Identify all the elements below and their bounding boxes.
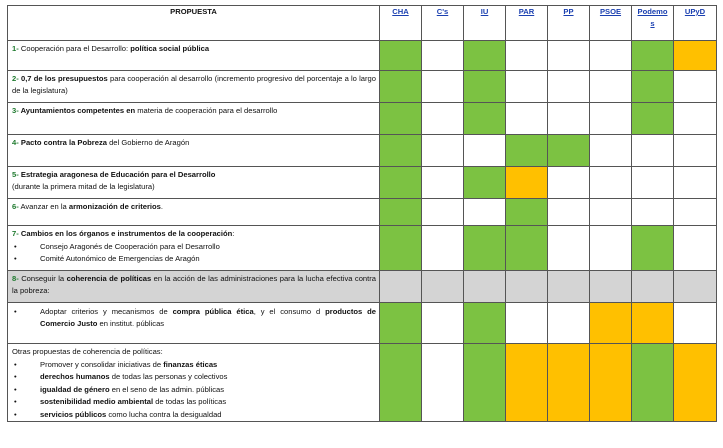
header-propuesta: PROPUESTA [8, 6, 380, 41]
support-cell-pp [548, 167, 590, 199]
support-cell-upyd [674, 344, 717, 422]
support-cell-cha [380, 344, 422, 422]
table-row [8, 135, 717, 167]
support-cell-par [506, 167, 548, 199]
support-cell-iu [464, 71, 506, 103]
support-cell-pp [548, 71, 590, 103]
bullet-item [12, 253, 376, 265]
bullet-item [12, 241, 376, 253]
support-cell-iu [464, 41, 506, 71]
support-cell-pp [548, 344, 590, 422]
support-cell-podemos [632, 71, 674, 103]
support-cell-podemos [632, 167, 674, 199]
table-row [8, 271, 717, 303]
support-cell-pp [548, 135, 590, 167]
bullet-text: servicios públicos [40, 409, 107, 419]
support-cell-podemos [632, 344, 674, 422]
support-cell-psoe [590, 41, 632, 71]
support-cell-cha [380, 226, 422, 271]
bullet-text: , y el consumo d [253, 307, 326, 316]
support-cell-cs [422, 103, 464, 135]
support-cell-podemos [632, 271, 674, 303]
bullet-text: Consejo Aragonés de Cooperación para el Desarrollo [40, 241, 220, 251]
support-cell-iu [464, 344, 506, 422]
support-cell-psoe [590, 71, 632, 103]
support-cell-upyd [674, 199, 717, 226]
proposal-number: 3- [12, 106, 19, 115]
table-row [8, 303, 717, 344]
support-cell-cs [422, 41, 464, 71]
proposal-text: para cooperación al desarrollo (incremento progresivo del porcentaje a lo largo de la legislatura) [12, 74, 376, 95]
support-cell-iu [464, 167, 506, 199]
support-cell-par [506, 135, 548, 167]
support-cell-cha [380, 135, 422, 167]
bullet-item [12, 396, 376, 408]
header-party-podemos[interactable]: Podemos [632, 6, 674, 41]
proposal-text: Estrategia aragonesa de Educación para el Desarrollo [18, 170, 216, 179]
proposal-text: en la acción de las administraciones para la lucha efectiva contra la pobreza: [12, 274, 377, 295]
bullet-text: compra pública ética [172, 307, 254, 316]
support-cell-par [506, 41, 548, 71]
support-cell-par [506, 103, 548, 135]
support-cell-upyd [674, 167, 717, 199]
support-cell-upyd [674, 226, 717, 271]
bullet-item [12, 409, 376, 421]
bullet-text: sostenibilidad medio ambiental [40, 397, 154, 406]
support-cell-upyd [674, 103, 717, 135]
proposal-text: (durante la primera mitad de la legislatura) [12, 181, 155, 191]
support-cell-cha [380, 271, 422, 303]
support-cell-cs [422, 303, 464, 344]
header-party-iu[interactable]: IU [464, 6, 506, 41]
proposal-number: 4- [12, 138, 19, 147]
support-cell-cha [380, 199, 422, 226]
header-party-cs[interactable]: C's [422, 6, 464, 41]
table-row [8, 344, 717, 422]
proposal-text: : [232, 229, 235, 238]
support-cell-psoe [590, 344, 632, 422]
support-cell-iu [464, 135, 506, 167]
proposal-text: Otras propuestas de coherencia de políticas: [12, 347, 163, 356]
support-cell-iu [464, 303, 506, 344]
support-cell-psoe [590, 226, 632, 271]
support-cell-cs [422, 71, 464, 103]
support-cell-cs [422, 271, 464, 303]
bullet-text: Comité Autonómico de Emergencias de Aragón [40, 254, 200, 263]
support-cell-psoe [590, 271, 632, 303]
support-cell-cs [422, 344, 464, 422]
proposal-text [8, 271, 380, 303]
bullet-text: de todas las personas y colectivos [109, 372, 228, 381]
support-cell-pp [548, 271, 590, 303]
support-cell-upyd [674, 71, 717, 103]
table-row [8, 41, 717, 71]
proposal-text [8, 41, 380, 71]
support-cell-pp [548, 226, 590, 271]
support-cell-cha [380, 71, 422, 103]
proposals-table-container [7, 5, 717, 422]
proposal-number: 6- [12, 202, 19, 211]
proposal-text [8, 167, 380, 199]
proposal-text [8, 344, 380, 422]
support-cell-pp [548, 41, 590, 71]
table-row [8, 226, 717, 271]
bullet-text: Promover y consolidar iniciativas de [40, 359, 164, 369]
support-cell-cs [422, 167, 464, 199]
support-cell-iu [464, 199, 506, 226]
support-cell-podemos [632, 41, 674, 71]
table-row [8, 167, 717, 199]
support-cell-psoe [590, 199, 632, 226]
bullet-icon: • [14, 359, 17, 369]
support-cell-cs [422, 226, 464, 271]
proposal-text: materia de cooperación para el desarrollo [135, 106, 278, 115]
table-row [8, 71, 717, 103]
header-row [8, 6, 717, 41]
table-row [8, 199, 717, 226]
proposal-text: política social pública [130, 44, 210, 53]
header-party-cha[interactable]: CHA [380, 6, 422, 41]
bullet-text: Adoptar criterios y mecanismos de [40, 307, 173, 316]
bullet-item [12, 359, 376, 371]
proposals-table [7, 5, 717, 422]
bullet-text: de todas las políticas [153, 397, 227, 406]
proposal-text [8, 103, 380, 135]
proposal-text: armonización de criterios [68, 202, 161, 211]
support-cell-par [506, 199, 548, 226]
support-cell-iu [464, 271, 506, 303]
proposal-text [8, 135, 380, 167]
bullet-icon: • [14, 372, 17, 381]
proposal-text: Ayuntamientos competentes en [18, 106, 136, 115]
bullet-item [12, 384, 376, 396]
support-cell-par [506, 344, 548, 422]
proposal-text [8, 71, 380, 103]
header-party-pp[interactable]: PP [548, 6, 590, 41]
proposal-number: 8- [12, 274, 19, 283]
proposal-text: Avanzar en la [18, 202, 69, 211]
bullet-text: como lucha contra la desigualdad [106, 409, 222, 419]
support-cell-upyd [674, 271, 717, 303]
header-party-par[interactable]: PAR [506, 6, 548, 41]
support-cell-pp [548, 103, 590, 135]
proposal-text [8, 199, 380, 226]
proposal-text: Conseguir la [18, 274, 67, 283]
bullet-text: en institut. públicas [97, 318, 165, 328]
proposal-text: 0,7 de los presupuestos [18, 74, 108, 83]
support-cell-iu [464, 103, 506, 135]
support-cell-cha [380, 103, 422, 135]
support-cell-iu [464, 226, 506, 271]
support-cell-cha [380, 303, 422, 344]
bullet-icon: • [14, 384, 17, 394]
support-cell-psoe [590, 167, 632, 199]
proposal-text: Cambios en los órganos e instrumentos de la cooperación [18, 229, 233, 238]
support-cell-cha [380, 167, 422, 199]
header-party-psoe[interactable]: PSOE [590, 6, 632, 41]
proposal-text [8, 303, 380, 344]
bullet-text: productos de Comercio Justo [40, 307, 377, 328]
proposal-text: . [160, 202, 163, 211]
support-cell-podemos [632, 303, 674, 344]
support-cell-par [506, 71, 548, 103]
bullet-text: finanzas éticas [163, 359, 218, 369]
proposal-text [8, 226, 380, 271]
bullet-text: en el seno de las admin. públicas [109, 384, 225, 394]
table-row [8, 103, 717, 135]
bullet-icon: • [14, 254, 17, 263]
support-cell-pp [548, 199, 590, 226]
support-cell-par [506, 303, 548, 344]
support-cell-psoe [590, 303, 632, 344]
proposal-text: Cooperación para el Desarrollo: [18, 44, 131, 53]
proposal-text: del Gobierno de Aragón [106, 138, 190, 147]
bullet-item [12, 306, 376, 329]
support-cell-podemos [632, 199, 674, 226]
support-cell-cs [422, 199, 464, 226]
support-cell-par [506, 271, 548, 303]
support-cell-upyd [674, 135, 717, 167]
proposals-body [8, 41, 717, 422]
bullet-text: igualdad de género [40, 384, 110, 394]
support-cell-podemos [632, 103, 674, 135]
support-cell-cs [422, 135, 464, 167]
support-cell-pp [548, 303, 590, 344]
proposal-text: Pacto contra la Pobreza [18, 138, 107, 147]
proposal-number: 7- [12, 229, 19, 238]
proposal-text: coherencia de políticas [66, 274, 152, 283]
support-cell-par [506, 226, 548, 271]
bullet-icon: • [14, 241, 17, 251]
bullet-text: derechos humanos [40, 372, 110, 381]
support-cell-podemos [632, 135, 674, 167]
support-cell-upyd [674, 303, 717, 344]
bullet-icon: • [14, 397, 17, 406]
proposal-number: 2- [12, 74, 19, 83]
header-party-upyd[interactable]: UPyD [674, 6, 717, 41]
support-cell-psoe [590, 103, 632, 135]
support-cell-podemos [632, 226, 674, 271]
bullet-icon: • [14, 307, 17, 316]
bullet-icon: • [14, 409, 17, 419]
support-cell-cha [380, 41, 422, 71]
support-cell-psoe [590, 135, 632, 167]
support-cell-upyd [674, 41, 717, 71]
proposal-number: 5- [12, 170, 19, 179]
bullet-item [12, 371, 376, 383]
proposal-number: 1- [12, 44, 19, 53]
